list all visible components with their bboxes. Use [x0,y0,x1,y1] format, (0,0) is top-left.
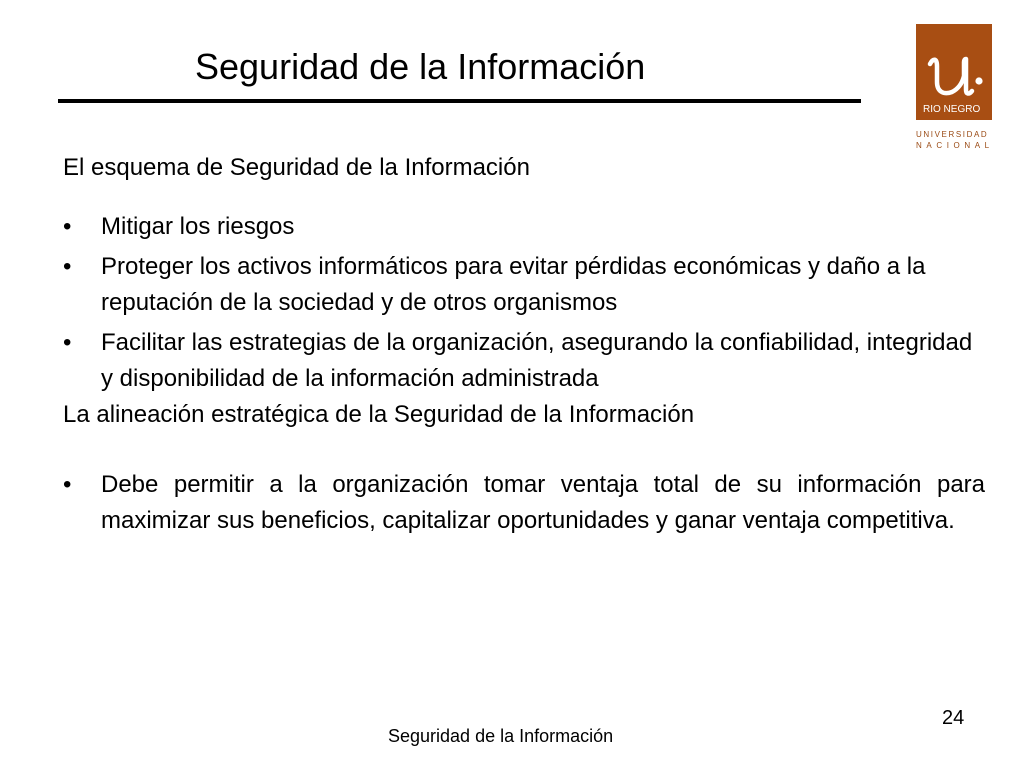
bullet-text: Debe permitir a la organización tomar ventaja total de su información para maximizar sus beneficios, capitalizar oportunidades y ganar ventaja competitiva. [101,471,985,534]
bullet-icon: • [63,329,72,356]
list-item [63,467,985,539]
bullet-list-1 [63,209,985,397]
logo-rio-negro: RIO NEGRO [923,104,981,115]
list-item [63,209,985,245]
list-item [63,325,985,397]
bullet-text: Proteger los activos informáticos para evitar pérdidas económicas y daño a la reputación de la sociedad y de otros organismos [101,253,926,316]
section-heading-1: El esquema de Seguridad de la Información [63,154,530,181]
slide-title: Seguridad de la Información [195,46,646,87]
page-number: 24 [942,707,965,729]
footer-text: Seguridad de la Información [388,726,614,746]
list-item [63,249,985,321]
bullet-text: Mitigar los riesgos [101,213,295,240]
bullet-text: Facilitar las estrategias de la organización, asegurando la confiabilidad, integridad y disponibilidad de la información administrada [101,329,973,392]
logo-emblem [916,24,992,120]
logo-nacional: NACIONAL [916,141,994,150]
section-heading-2: La alineación estratégica de la Seguridad de la Información [63,401,695,428]
bullet-icon: • [63,213,72,240]
bullet-icon: • [63,253,72,280]
bullet-icon: • [63,471,72,498]
logo-universidad: UNIVERSIDAD [916,130,989,139]
bullet-list-2 [63,467,985,539]
university-logo [916,24,992,155]
slide-body [63,150,985,539]
title-underline [58,99,861,103]
